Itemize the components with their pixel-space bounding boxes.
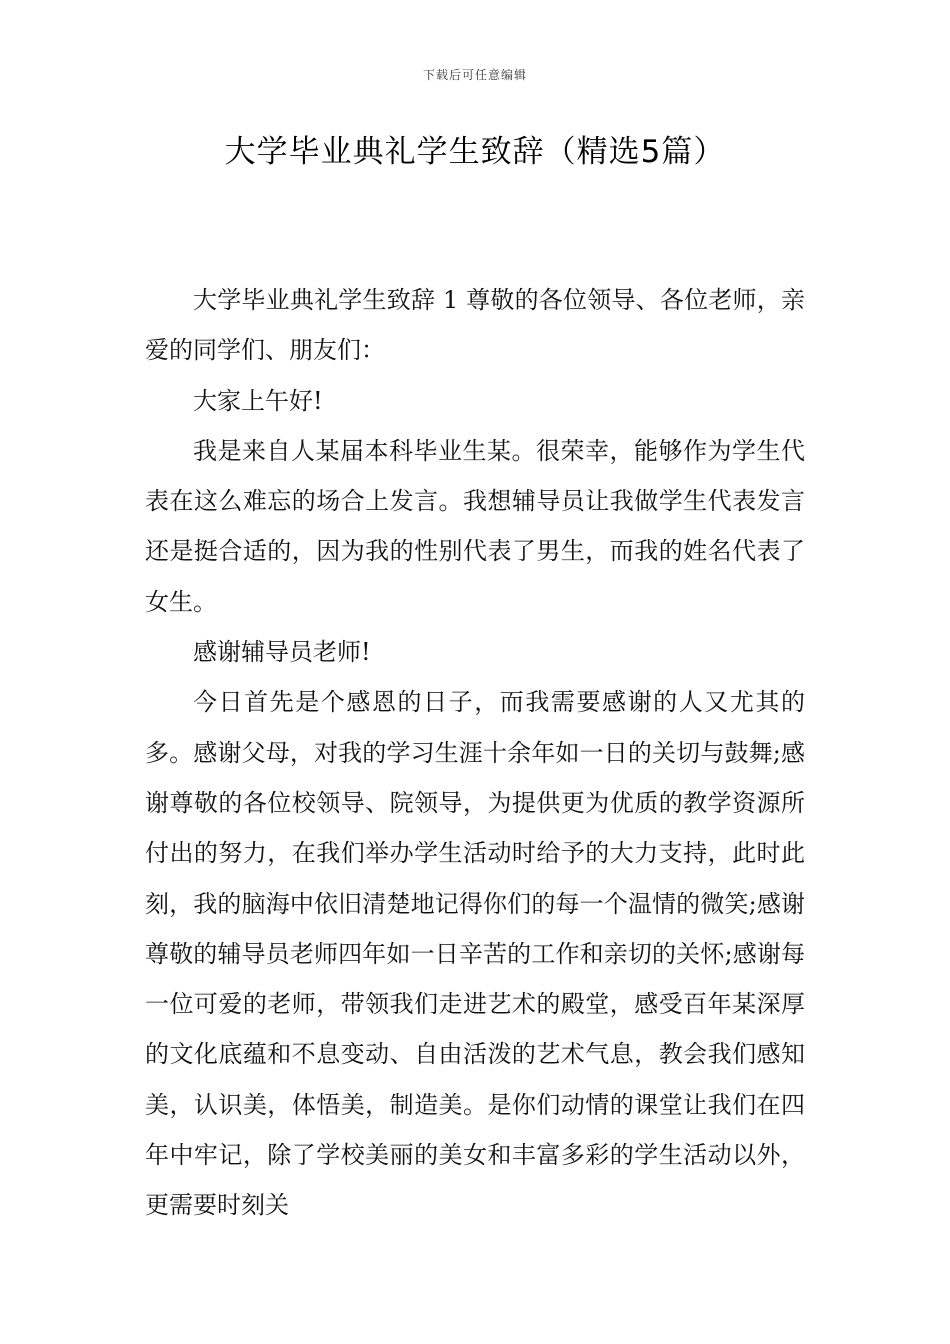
- paragraph: 大学毕业典礼学生致辞 1 尊敬的各位领导、各位老师，亲爱的同学们、朋友们：: [145, 286, 805, 365]
- paragraph: 大家上午好!: [193, 386, 323, 415]
- paragraph: 我是来自人某届本科毕业生某。很荣幸，能够作为学生代表在这么难忘的场合上发言。我想辅导员让我做学生代表发言还是挺合适的，因为我的性别代表了男生，而我的姓名代表了女生。: [145, 436, 805, 616]
- paragraph: 今日首先是个感恩的日子，而我需要感谢的人又尤其的多。感谢父母，对我的学习生涯十余年如一日的关切与鼓舞;感谢尊敬的各位校领导、院领导，为提供更为优质的教学资源所付出的努力，在我们举办学生活动时给予的大力支持，此时此刻，我的脑海中依旧清楚地记得你们的每一个温情的微笑;感谢尊敬的辅导员老师四年如一日辛苦的工作和亲切的关怀;感谢每一位可爱的老师，带领我们走进艺术的殿堂，感受百年某深厚的文化底蕴和不息变动、自由活泼的艺术气息，教会我们感知美，认识美，体悟美，制造美。是你们动情的课堂让我们在四年中牢记，除了学校美丽的美女和丰富多彩的学生活动以外，更需要时刻关: [145, 688, 805, 1220]
- paragraph: 感谢辅导员老师!: [193, 638, 371, 667]
- header-note: 下载后可任意编辑: [422, 68, 527, 82]
- document-title: 大学毕业典礼学生致辞（精选5篇）: [224, 134, 726, 170]
- document-body: [145, 275, 805, 1231]
